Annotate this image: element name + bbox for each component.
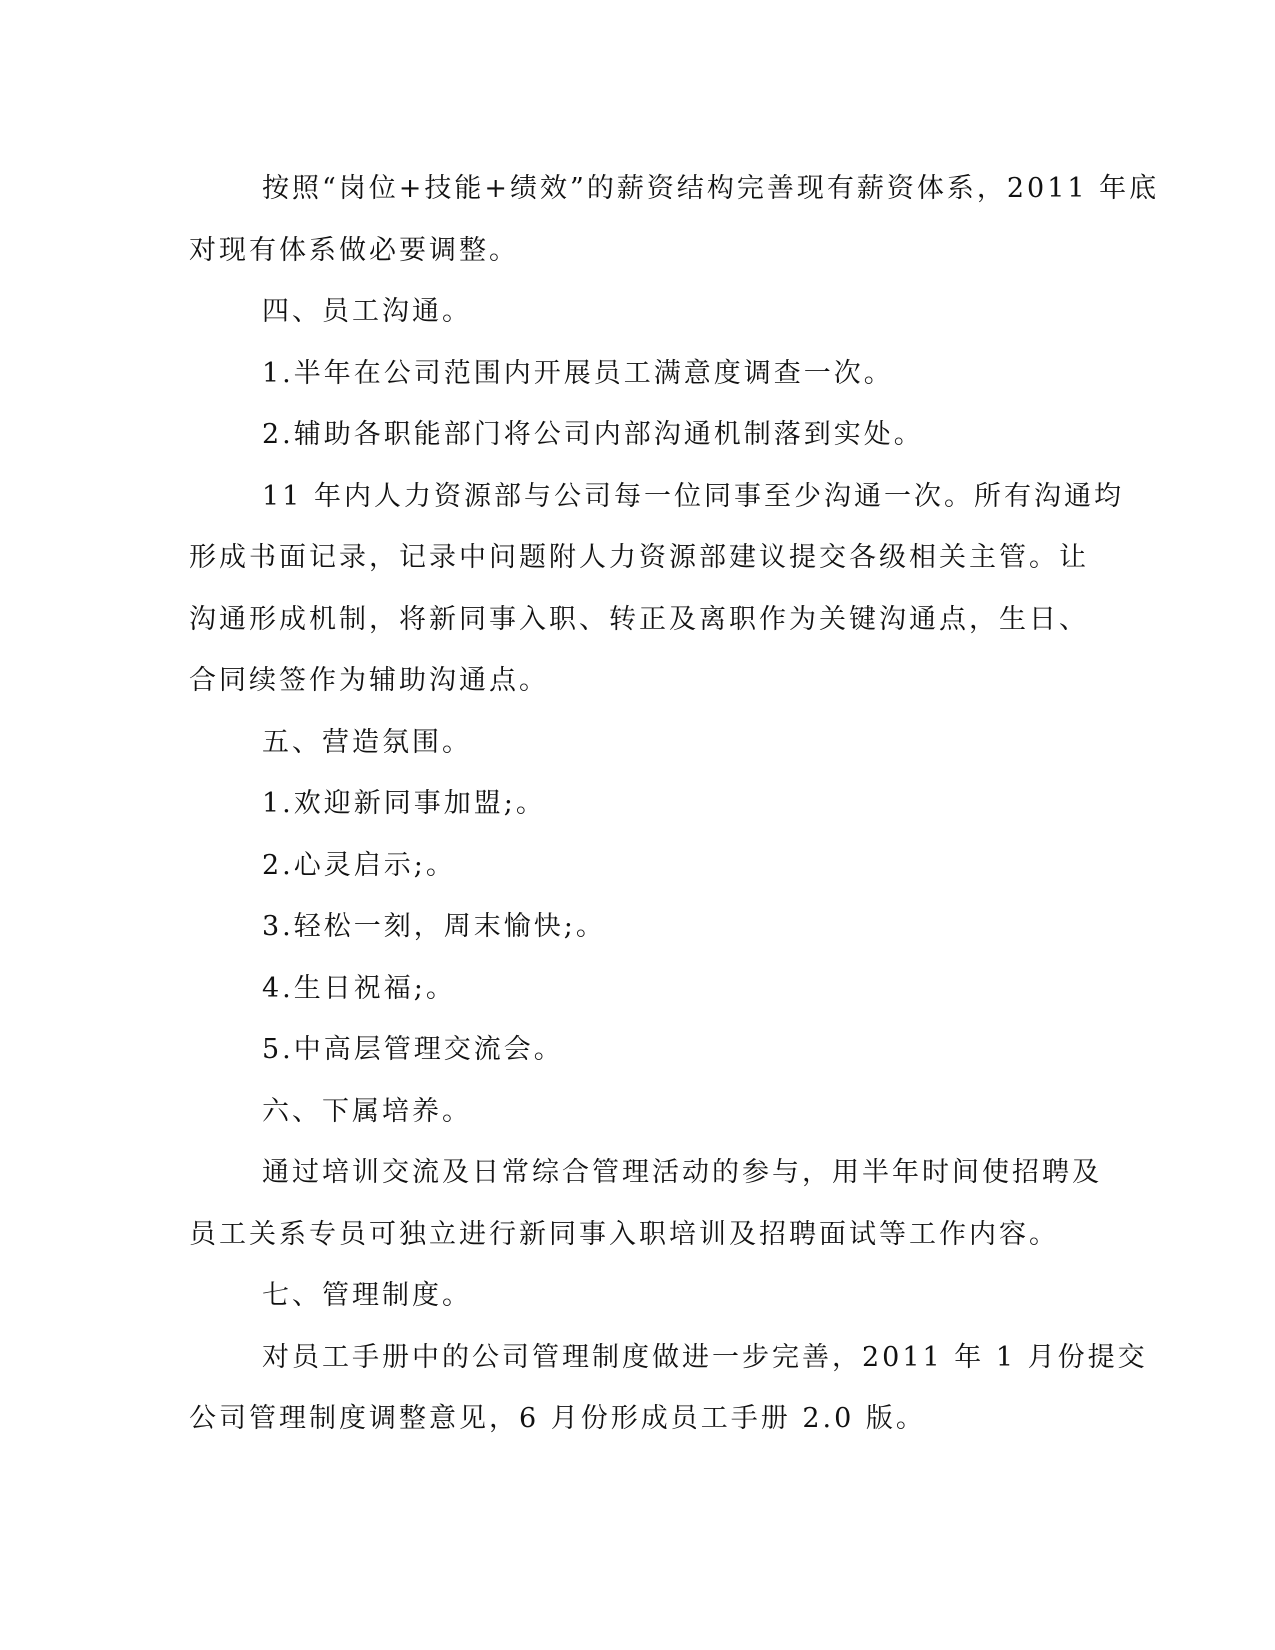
section-heading: 六、下属培养。	[262, 1095, 472, 1127]
paragraph-line: 11 年内人力资源部与公司每一位同事至少沟通一次。所有沟通均	[262, 480, 1124, 512]
document-body	[189, 158, 1160, 1450]
paragraph-line: 员工关系专员可独立进行新同事入职培训及招聘面试等工作内容。	[189, 1218, 1059, 1250]
paragraph-line: 沟通形成机制，将新同事入职、转正及离职作为关键沟通点，生日、	[189, 603, 1089, 635]
list-item: 1.半年在公司范围内开展员工满意度调查一次。	[262, 357, 894, 389]
paragraph-line: 按照“岗位+技能+绩效”的薪资结构完善现有薪资体系，2011 年底	[262, 173, 1160, 204]
list-item: 3.轻松一刻，周末愉快;。	[262, 911, 606, 942]
paragraph-line: 公司管理制度调整意见，6 月份形成员工手册 2.0 版。	[189, 1403, 926, 1434]
paragraph-line: 形成书面记录，记录中问题附人力资源部建议提交各级相关主管。让	[189, 542, 1089, 573]
paragraph-line: 对现有体系做必要调整。	[189, 234, 519, 266]
paragraph-line: 通过培训交流及日常综合管理活动的参与，用半年时间使招聘及	[262, 1157, 1102, 1188]
section-heading: 五、营造氛围。	[262, 726, 472, 758]
list-item: 1.欢迎新同事加盟;。	[262, 788, 546, 819]
list-item: 2.辅助各职能部门将公司内部沟通机制落到实处。	[262, 419, 924, 450]
paragraph-line: 合同续签作为辅助沟通点。	[189, 665, 549, 696]
section-heading: 四、员工沟通。	[262, 296, 472, 327]
list-item: 2.心灵启示;。	[262, 849, 456, 881]
list-item: 4.生日祝福;。	[262, 972, 456, 1004]
list-item: 5.中高层管理交流会。	[262, 1034, 564, 1065]
paragraph-line: 对员工手册中的公司管理制度做进一步完善，2011 年 1 月份提交	[262, 1341, 1148, 1373]
section-heading: 七、管理制度。	[262, 1280, 472, 1311]
